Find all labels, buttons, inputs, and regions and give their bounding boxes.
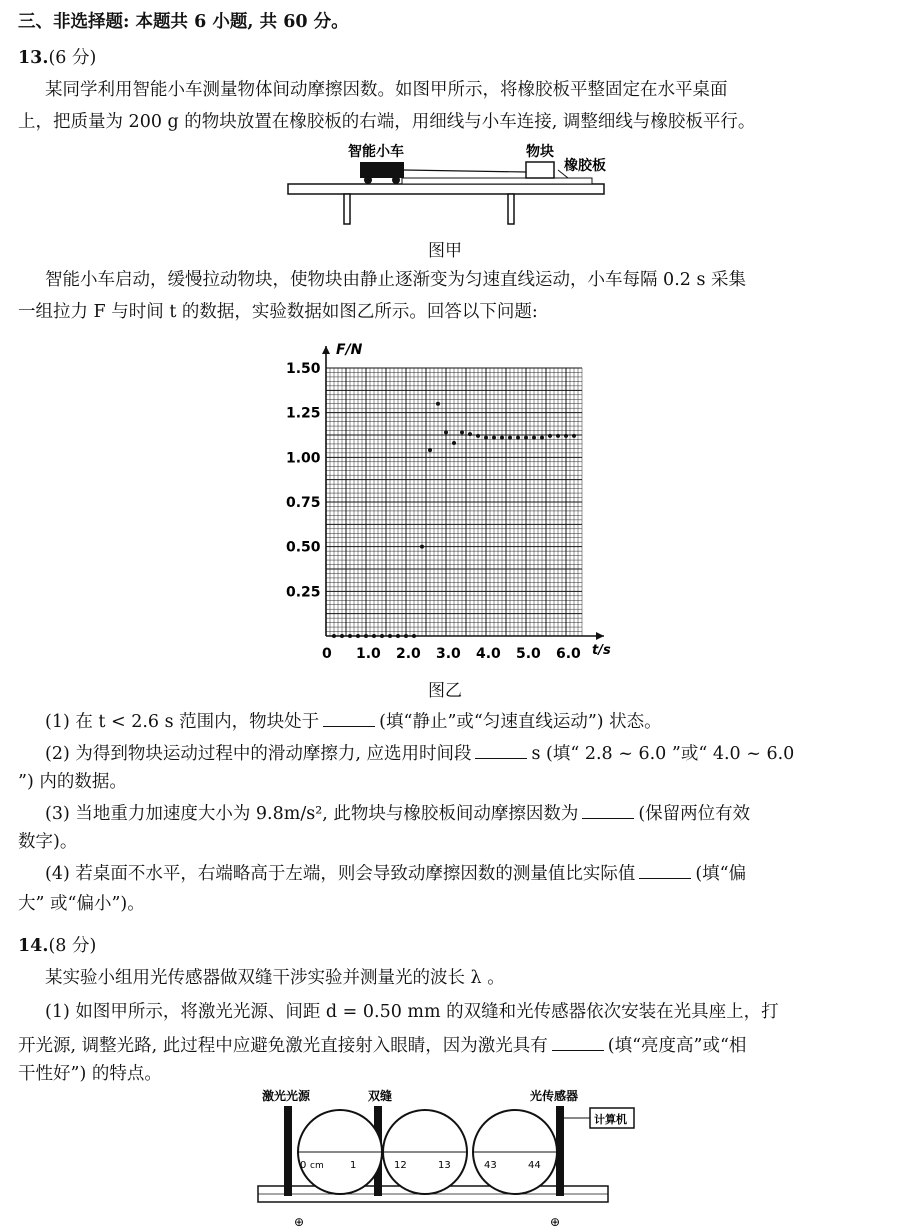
data-point <box>508 436 512 440</box>
figure-a <box>280 140 620 230</box>
q13-intro-line1: 某同学利用智能小车测量物体间动摩擦因数。如图甲所示，将橡胶板平整固定在水平桌面 <box>45 80 728 100</box>
x-tick-label: 1.0 <box>356 646 381 662</box>
q13-text2-line2: 一组拉力 F 与时间 t 的数据，实验数据如图乙所示。回答以下问题: <box>18 302 538 322</box>
car-wheel <box>392 176 400 184</box>
data-point <box>372 634 376 638</box>
scale1-zero: 0 <box>300 1160 307 1171</box>
data-point <box>516 436 520 440</box>
figure-b-chart <box>270 330 620 670</box>
computer-label: 计算机 <box>594 1113 627 1126</box>
scale1-unit: cm <box>310 1161 324 1171</box>
q13-sub3-line2: 数字)。 <box>18 832 78 852</box>
q13-header <box>18 46 96 70</box>
bench-foot-left: ⊕ <box>294 1215 305 1229</box>
scale2-b: 13 <box>438 1160 451 1171</box>
y-axis-arrow <box>322 346 330 354</box>
y-tick-label: 1.00 <box>286 450 321 467</box>
scale1-one: 1 <box>350 1160 357 1171</box>
data-point <box>364 634 368 638</box>
q14-sub1-line1: (1) 如图甲所示，将激光光源、间距 d = 0.50 mm 的双缝和光传感器依次安装在光具座上，打 <box>45 1002 779 1022</box>
data-point <box>460 430 464 434</box>
q13-sub4-line2: 大” 或“偏小”)。 <box>18 894 145 914</box>
laser-label: 激光光源 <box>262 1089 311 1103</box>
data-point <box>572 434 576 438</box>
scale3-a: 43 <box>484 1160 497 1171</box>
table-leg-left <box>344 194 350 224</box>
data-point <box>340 634 344 638</box>
data-point <box>380 634 384 638</box>
q13-points: (6 分) <box>48 48 97 68</box>
x-axis-arrow <box>596 632 604 640</box>
sub4-text-b: (填“偏 <box>695 864 747 884</box>
laser-post <box>284 1106 292 1196</box>
car-label: 智能小车 <box>348 144 404 160</box>
data-point <box>348 634 352 638</box>
sub3-text-a: (3) 当地重力加速度大小为 9.8m/s², 此物块与橡胶板间动摩擦因数为 <box>45 804 579 824</box>
sensor-label: 光传感器 <box>530 1089 579 1103</box>
q13-sub2-line2: ”) 内的数据。 <box>18 772 127 792</box>
data-point <box>500 436 504 440</box>
data-point <box>540 436 544 440</box>
x-axis-label: t/s <box>592 643 611 658</box>
car-wheel <box>364 176 372 184</box>
data-point <box>492 436 496 440</box>
q13-sub1 <box>45 708 662 734</box>
answer-blank-3[interactable] <box>582 800 634 819</box>
data-point <box>468 432 472 436</box>
x-tick-label: 5.0 <box>516 646 541 662</box>
y-tick-label: 0.25 <box>286 584 321 601</box>
x-tick-label: 4.0 <box>476 646 501 662</box>
table-leg-right <box>508 194 514 224</box>
answer-blank-2[interactable] <box>475 740 527 759</box>
data-point <box>452 441 456 445</box>
table-top <box>288 184 604 194</box>
sub1-text-a: (1) 在 t < 2.6 s 范围内，物块处于 <box>45 712 320 732</box>
y-tick-label: 1.25 <box>286 405 321 422</box>
q13-sub4-line1 <box>45 860 746 886</box>
section-heading: 三、非选择题: 本题共 6 小题, 共 60 分。 <box>18 12 349 32</box>
data-point <box>412 634 416 638</box>
x-tick-label: 3.0 <box>436 646 461 662</box>
data-point <box>532 436 536 440</box>
sub2-text-a: (2) 为得到物块运动过程中的滑动摩擦力, 应选用时间段 <box>45 744 472 764</box>
q13-text2-line1: 智能小车启动，缓慢拉动物块，使物块由静止逐渐变为匀速直线运动，小车每隔 0.2 s 采集 <box>45 270 746 290</box>
figure-a-caption: 图甲 <box>428 241 462 261</box>
q14-sub1-line3: 干性好”) 的特点。 <box>18 1064 162 1084</box>
data-point <box>428 448 432 452</box>
sub1-text-b: (填“静止”或“匀速直线运动”) 状态。 <box>379 712 662 732</box>
q14-points: (8 分) <box>48 936 97 956</box>
q13-sub3-line1 <box>45 800 750 826</box>
data-point <box>436 402 440 406</box>
data-point <box>396 634 400 638</box>
data-point <box>556 434 560 438</box>
chart-grid <box>326 368 582 636</box>
q13-number: 13. <box>18 48 49 68</box>
data-point <box>548 434 552 438</box>
q14-sub1-line2 <box>18 1032 746 1058</box>
data-point <box>404 634 408 638</box>
data-point <box>444 430 448 434</box>
bench-foot-right: ⊕ <box>550 1215 561 1229</box>
answer-blank-5[interactable] <box>552 1032 604 1051</box>
answer-blank-1[interactable] <box>323 708 375 727</box>
q14-header <box>18 934 96 958</box>
data-point <box>564 434 568 438</box>
data-point <box>356 634 360 638</box>
x-tick-label: 6.0 <box>556 646 581 662</box>
block-label: 物块 <box>526 144 554 160</box>
q14-intro: 某实验小组用光传感器做双缝干涉实验并测量光的波长 λ 。 <box>45 968 505 988</box>
y-tick-label: 0.75 <box>286 495 321 511</box>
data-point <box>524 436 528 440</box>
q13-sub2-line1 <box>45 740 794 766</box>
q14-figure <box>250 1086 627 1232</box>
data-point <box>476 434 480 438</box>
board-label: 橡胶板 <box>564 158 606 174</box>
string <box>404 170 526 172</box>
data-point <box>420 545 424 549</box>
q13-intro-line2: 上，把质量为 200 g 的物块放置在橡胶板的右端，用细线与小车连接, 调整细线与橡胶板平行。 <box>18 112 756 132</box>
data-point <box>484 436 488 440</box>
sub2-text-b: s (填“ 2.8 ~ 6.0 ”或“ 4.0 ~ 6.0 <box>531 744 795 764</box>
x-tick-label: 2.0 <box>396 646 421 662</box>
data-point <box>332 634 336 638</box>
sub4-text-a: (4) 若桌面不水平，右端略高于左端，则会导致动摩擦因数的测量值比实际值 <box>45 864 636 884</box>
chart-ticks <box>286 361 581 662</box>
data-point <box>388 634 392 638</box>
figure-b-caption: 图乙 <box>428 681 462 701</box>
y-tick-label: 1.50 <box>286 361 321 377</box>
q14-sub1-text-b: (填“亮度高”或“相 <box>607 1036 747 1056</box>
x-tick-label: 0 <box>322 646 332 662</box>
y-axis-label: F/N <box>336 342 363 358</box>
scale2-a: 12 <box>394 1160 407 1171</box>
answer-blank-4[interactable] <box>639 860 691 879</box>
scale3-b: 44 <box>528 1160 541 1171</box>
rubber-board <box>402 178 592 184</box>
q14-sub1-text-a: 开光源, 调整光路, 此过程中应避免激光直接射入眼睛，因为激光具有 <box>18 1036 548 1056</box>
y-tick-label: 0.50 <box>286 539 321 556</box>
block <box>526 162 554 178</box>
sub3-text-b: (保留两位有效 <box>638 804 751 824</box>
q14-number: 14. <box>18 936 49 956</box>
slit-label: 双缝 <box>368 1089 393 1103</box>
smart-car <box>360 162 404 178</box>
